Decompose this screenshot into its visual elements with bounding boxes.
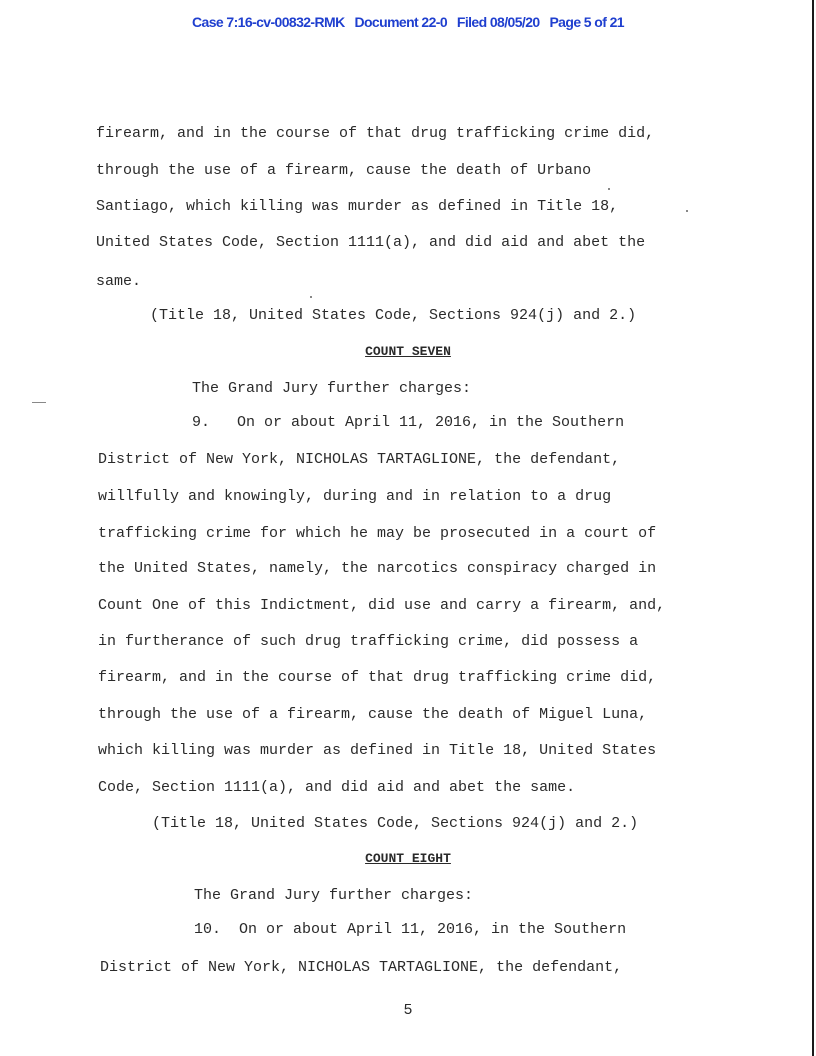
scan-speck bbox=[608, 188, 610, 190]
count-heading: COUNT EIGHT bbox=[365, 851, 451, 866]
body-line: United States Code, Section 1111(a), and did aid and abet the bbox=[96, 234, 646, 251]
document-number: Document 22-0 bbox=[354, 14, 448, 30]
body-line: willfully and knowingly, during and in relation to a drug bbox=[98, 488, 612, 505]
paragraph-start: 10. On or about April 11, 2016, in the Southern bbox=[194, 921, 627, 938]
body-line: Santiago, which killing was murder as defined in Title 18, bbox=[96, 198, 619, 215]
body-line: through the use of a firearm, cause the death of Miguel Luna, bbox=[98, 706, 648, 723]
scan-speck bbox=[310, 296, 312, 298]
ecf-header bbox=[0, 14, 816, 30]
statute-citation: (Title 18, United States Code, Sections 924(j) and 2.) bbox=[152, 815, 639, 832]
scan-speck bbox=[686, 210, 688, 212]
body-line: the United States, namely, the narcotics conspiracy charged in bbox=[98, 560, 657, 577]
body-line: Count One of this Indictment, did use and carry a firearm, and, bbox=[98, 597, 666, 614]
filed-date: Filed 08/05/20 bbox=[456, 14, 540, 30]
statute-citation: (Title 18, United States Code, Sections 924(j) and 2.) bbox=[150, 307, 637, 324]
body-line: firearm, and in the course of that drug trafficking crime did, bbox=[96, 125, 655, 142]
charge-intro: The Grand Jury further charges: bbox=[192, 380, 472, 397]
page-number: 5 bbox=[403, 1002, 413, 1019]
body-line: trafficking crime for which he may be prosecuted in a court of bbox=[98, 525, 657, 542]
body-line: District of New York, NICHOLAS TARTAGLIONE, the defendant, bbox=[98, 451, 621, 468]
page-of-pages: Page 5 of 21 bbox=[549, 14, 624, 30]
paragraph-start: 9. On or about April 11, 2016, in the Southern bbox=[192, 414, 625, 431]
page-edge-border bbox=[812, 0, 814, 1056]
scan-speck bbox=[32, 402, 46, 403]
case-number: Case 7:16-cv-00832-RMK bbox=[192, 14, 345, 30]
body-line: through the use of a firearm, cause the death of Urbano bbox=[96, 162, 592, 179]
body-line: which killing was murder as defined in Title 18, United States bbox=[98, 742, 657, 759]
count-heading: COUNT SEVEN bbox=[365, 344, 451, 359]
body-line: same. bbox=[96, 273, 142, 290]
body-line: District of New York, NICHOLAS TARTAGLIONE, the defendant, bbox=[100, 959, 623, 976]
charge-intro: The Grand Jury further charges: bbox=[194, 887, 474, 904]
body-line: Code, Section 1111(a), and did aid and abet the same. bbox=[98, 779, 576, 796]
body-line: firearm, and in the course of that drug trafficking crime did, bbox=[98, 669, 657, 686]
body-line: in furtherance of such drug trafficking crime, did possess a bbox=[98, 633, 639, 650]
